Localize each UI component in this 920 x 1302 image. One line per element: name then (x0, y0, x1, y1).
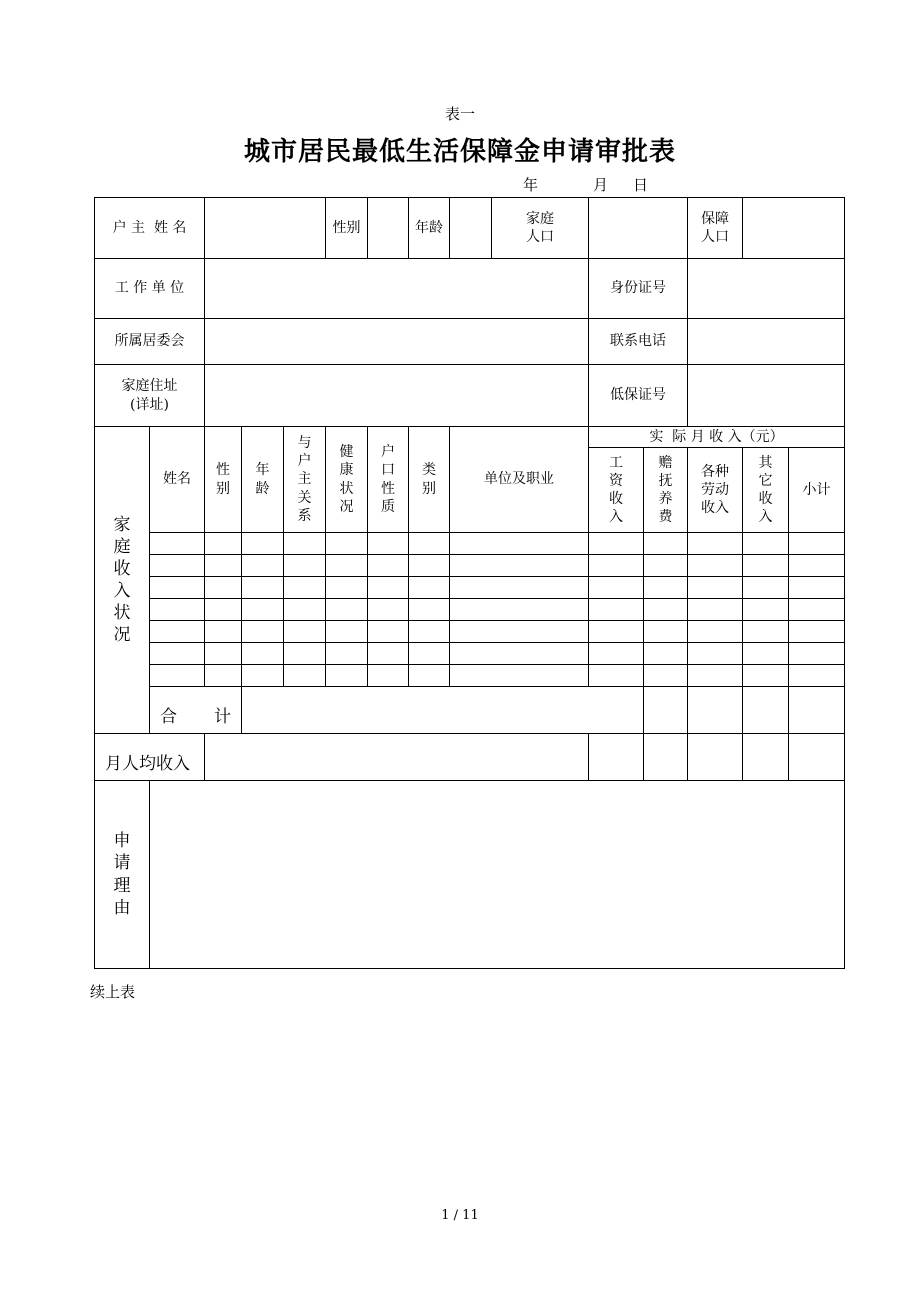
date-year-label: 年 (523, 176, 539, 194)
col-support-header: 赡 抚 养 费 (644, 448, 688, 533)
family-pop-label: 家庭 人口 (526, 210, 555, 245)
total-wage[interactable] (644, 687, 688, 734)
total-support[interactable] (688, 687, 743, 734)
head-info-row (95, 198, 845, 259)
col-unit-job-header: 单位及职业 (450, 427, 589, 533)
reason-field[interactable] (150, 781, 845, 969)
per-capita-other[interactable] (743, 734, 789, 781)
date-month-label: 月 (593, 176, 609, 194)
per-capita-labor[interactable] (688, 734, 743, 781)
application-form-table (94, 197, 845, 969)
total-other[interactable] (789, 687, 845, 734)
member-row (95, 599, 845, 621)
col-category-header: 类 别 (409, 427, 450, 533)
income-header-row-1 (95, 427, 845, 448)
member-row (95, 665, 845, 687)
col-gender-header: 性 别 (205, 427, 242, 533)
page-number: 1 / 11 (441, 1208, 479, 1223)
family-income-status-label: 家 庭 收 入 状 况 (95, 427, 150, 734)
per-capita-wage[interactable] (589, 734, 644, 781)
id-number-label: 身份证号 (589, 259, 688, 319)
per-capita-field[interactable] (205, 734, 589, 781)
work-unit-field[interactable] (205, 259, 589, 319)
id-number-field[interactable] (688, 259, 845, 319)
member-row (95, 621, 845, 643)
col-age-header: 年 龄 (242, 427, 284, 533)
date-day-label: 日 (633, 176, 649, 194)
col-relation-header: 与 户 主 关 系 (284, 427, 326, 533)
committee-label: 所属居委会 (95, 319, 205, 365)
head-name-label: 户 主 姓 名 (95, 198, 205, 259)
total-label-left: 合 (160, 706, 177, 727)
total-label (150, 687, 242, 734)
col-health-header: 健 康 状 况 (326, 427, 368, 533)
gender-field[interactable] (368, 198, 409, 259)
address-label: 家庭住址 (详址) (95, 365, 205, 427)
address-row (95, 365, 845, 427)
total-labor[interactable] (743, 687, 789, 734)
insured-pop-field[interactable] (743, 198, 845, 259)
committee-field[interactable] (205, 319, 589, 365)
table-caption: 表一 (444, 105, 475, 123)
date-line (523, 174, 653, 195)
continued-label: 续上表 (90, 983, 136, 1001)
col-name-header: 姓名 (150, 427, 205, 533)
work-unit-row (95, 259, 845, 319)
member-row (95, 555, 845, 577)
reason-row (95, 781, 845, 969)
age-field[interactable] (450, 198, 492, 258)
col-other-header: 其 它 收 入 (743, 448, 789, 533)
phone-field[interactable] (688, 319, 845, 365)
member-row (95, 533, 845, 555)
member-row (95, 643, 845, 665)
family-pop-field[interactable] (589, 198, 688, 259)
col-wage-header: 工 资 收 入 (589, 448, 644, 533)
head-name-field[interactable] (205, 198, 326, 259)
col-subtotal-header: 小计 (789, 448, 845, 533)
per-capita-row (95, 734, 845, 781)
actual-monthly-income-header: 实 际 月 收 入（元） (589, 427, 845, 448)
insured-pop-label: 保障 人口 (688, 198, 743, 259)
dibao-number-label: 低保证号 (589, 365, 688, 427)
total-field[interactable] (242, 687, 644, 734)
dibao-number-field[interactable] (688, 365, 845, 427)
member-row (95, 577, 845, 599)
age-label: 年龄 (409, 198, 450, 259)
age-field-and-family-pop-label (450, 198, 589, 259)
per-capita-support[interactable] (644, 734, 688, 781)
col-labor-header: 各种 劳动 收入 (688, 448, 743, 533)
work-unit-label: 工 作 单 位 (95, 259, 205, 319)
reason-label: 申 请 理 由 (95, 781, 150, 969)
col-hukou-header: 户 口 性 质 (368, 427, 409, 533)
phone-label: 联系电话 (589, 319, 688, 365)
per-capita-label: 月人均收入 (95, 734, 205, 781)
form-title: 城市居民最低生活保障金申请审批表 (243, 137, 676, 167)
committee-row (95, 319, 845, 365)
per-capita-subtotal[interactable] (789, 734, 845, 781)
gender-label: 性别 (326, 198, 368, 259)
address-field[interactable] (205, 365, 589, 427)
total-row (95, 687, 845, 734)
total-label-right: 计 (214, 706, 231, 727)
